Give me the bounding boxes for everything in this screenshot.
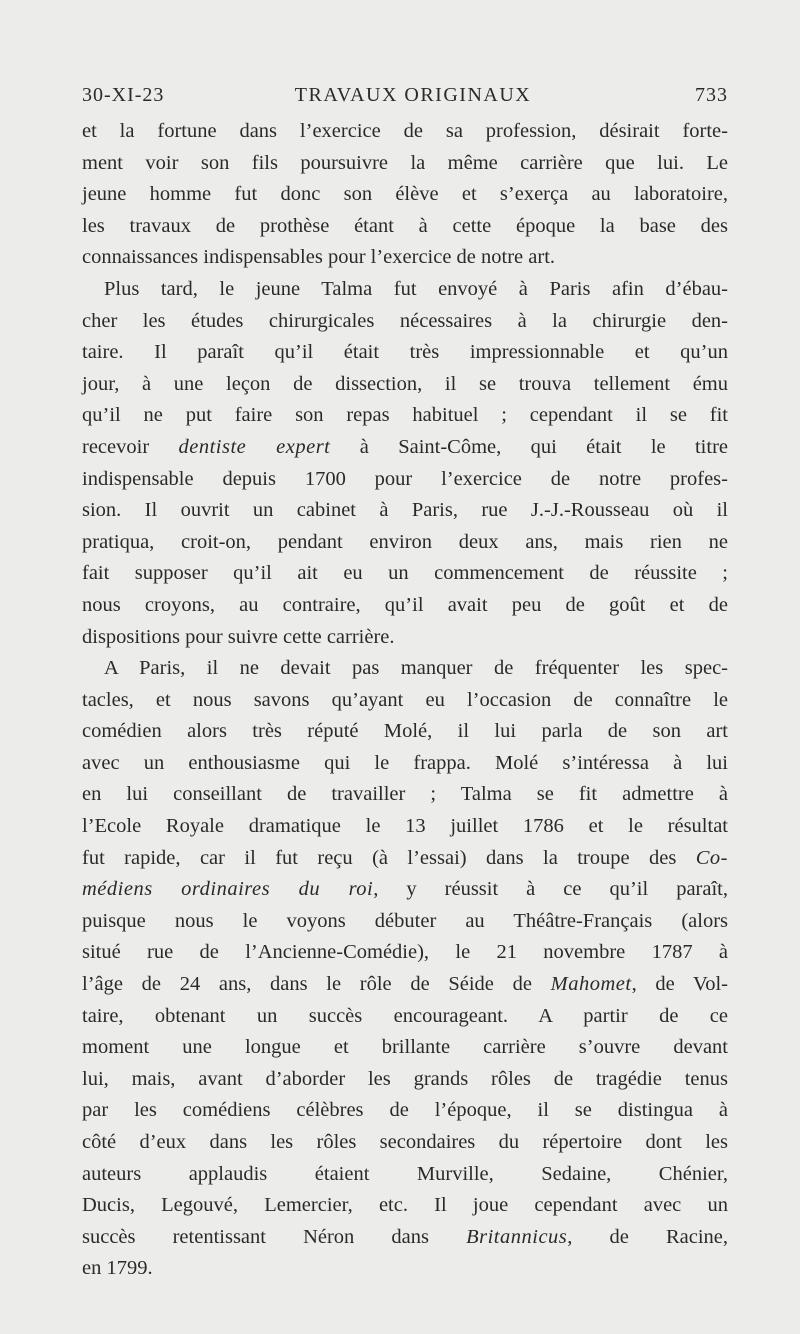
text-segment: comédien alors très réputé Molé, il lui parla de son art bbox=[82, 720, 728, 743]
text-segment: fait supposer qu’il ait eu un commencement de réussite ; bbox=[82, 562, 728, 585]
text-line bbox=[82, 590, 728, 622]
text-line bbox=[82, 748, 728, 780]
text-segment: Ducis, Legouvé, Lemercier, etc. Il joue cependant avec un bbox=[82, 1194, 728, 1217]
italic-text: Britannicus bbox=[466, 1225, 568, 1248]
text-line bbox=[82, 495, 728, 527]
text-segment: lui, mais, avant d’aborder les grands rôles de tragédie tenus bbox=[82, 1067, 728, 1090]
text-line bbox=[82, 1253, 728, 1285]
text-segment: , y réussit à ce qu’il paraît, bbox=[373, 878, 728, 901]
text-line bbox=[82, 1032, 728, 1064]
text-segment: auteurs applaudis étaient Murville, Sedaine, Chénier, bbox=[82, 1162, 728, 1185]
text-line bbox=[82, 242, 728, 274]
text-line bbox=[82, 337, 728, 369]
text-line bbox=[82, 179, 728, 211]
text-segment: les travaux de prothèse étant à cette époque la base des bbox=[82, 214, 728, 237]
text-segment: indispensable depuis 1700 pour l’exercice de notre profes- bbox=[82, 467, 728, 490]
text-segment: qu’il ne put faire son repas habituel ; cependant il se fit bbox=[82, 404, 728, 427]
text-segment: l’âge de 24 ans, dans le rôle de Séide de bbox=[82, 973, 551, 996]
text-line bbox=[82, 874, 728, 906]
text-segment: succès retentissant Néron dans bbox=[82, 1225, 467, 1248]
text-segment: jeune homme fut donc son élève et s’exerça au laboratoire, bbox=[82, 183, 728, 206]
running-head bbox=[82, 84, 728, 116]
text-line bbox=[82, 369, 728, 401]
text-line bbox=[82, 1127, 728, 1159]
text-segment: ment voir son fils poursuivre la même carrière que lui. Le bbox=[82, 151, 728, 174]
text-line bbox=[82, 716, 728, 748]
text-line bbox=[82, 400, 728, 432]
text-segment: fut rapide, car il fut reçu (à l’essai) dans la troupe des bbox=[82, 846, 696, 869]
text-segment: , de Vol- bbox=[631, 973, 728, 996]
body-text bbox=[82, 116, 728, 1285]
text-line bbox=[82, 116, 728, 148]
text-segment: côté d’eux dans les rôles secondaires du répertoire dont les bbox=[82, 1131, 728, 1153]
italic-text: Mahomet bbox=[550, 973, 632, 996]
text-line bbox=[82, 527, 728, 559]
text-line bbox=[82, 937, 728, 969]
text-line bbox=[82, 211, 728, 243]
text-line bbox=[82, 906, 728, 938]
text-line bbox=[82, 1064, 728, 1096]
text-line bbox=[82, 622, 728, 654]
text-segment: taire, obtenant un succès encourageant. A partir de ce bbox=[82, 1004, 728, 1027]
text-segment: taire. Il paraît qu’il était très impressionnable et qu’un bbox=[82, 341, 728, 364]
text-line bbox=[82, 779, 728, 811]
text-line bbox=[82, 653, 728, 685]
text-line bbox=[82, 148, 728, 180]
text-segment: situé rue de l’Ancienne-Comédie), le 21 novembre 1787 à bbox=[82, 941, 728, 964]
text-segment: cher les études chirurgicales nécessaires à la chirurgie den- bbox=[82, 309, 728, 332]
text-segment: moment une longue et brillante carrière s’ouvre devant bbox=[82, 1036, 728, 1059]
text-segment: en lui conseillant de travailler ; Talma se fit admettre à bbox=[82, 783, 728, 806]
italic-text: médiens ordinaires du roi bbox=[82, 878, 374, 901]
text-line bbox=[82, 1095, 728, 1127]
text-segment: recevoir bbox=[82, 435, 179, 458]
text-line bbox=[82, 1159, 728, 1191]
page-number: 733 bbox=[695, 84, 728, 106]
text-line bbox=[82, 843, 728, 875]
text-segment: dispositions pour suivre cette carrière. bbox=[82, 625, 395, 648]
text-segment: , de Racine, bbox=[567, 1225, 729, 1248]
text-segment: jour, à une leçon de dissection, il se trouva tellement ému bbox=[82, 372, 728, 395]
italic-text: dentiste expert bbox=[178, 435, 331, 458]
text-line bbox=[82, 558, 728, 590]
text-segment: l’Ecole Royale dramatique le 13 juillet 1786 et le résultat bbox=[82, 815, 728, 838]
text-segment: à Saint-Côme, qui était le titre bbox=[330, 435, 729, 458]
text-line bbox=[82, 464, 728, 496]
text-segment: par les comédiens célèbres de l’époque, il se distingua à bbox=[82, 1099, 728, 1122]
text-segment: Plus tard, le jeune Talma fut envoyé à Paris afin d’ébau- bbox=[104, 277, 728, 300]
text-segment: pratiqua, croit-on, pendant environ deux ans, mais rien ne bbox=[82, 530, 728, 553]
header-date: 30-XI-23 bbox=[82, 84, 165, 106]
text-segment: A Paris, il ne devait pas manquer de fréquenter les spec- bbox=[104, 657, 728, 680]
text-segment: connaissances indispensables pour l’exercice de notre art. bbox=[82, 246, 556, 269]
text-line bbox=[82, 274, 728, 306]
text-line bbox=[82, 432, 728, 464]
text-line bbox=[82, 1001, 728, 1033]
text-segment: sion. Il ouvrit un cabinet à Paris, rue J.-J.-Rousseau où il bbox=[82, 499, 728, 522]
text-segment: en 1799. bbox=[82, 1257, 153, 1280]
text-segment: avec un enthousiasme qui le frappa. Molé s’intéressa à lui bbox=[82, 751, 728, 774]
text-line bbox=[82, 1222, 728, 1254]
text-segment: tacles, et nous savons qu’ayant eu l’occasion de connaître le bbox=[82, 688, 728, 711]
text-line bbox=[82, 969, 728, 1001]
text-segment: nous croyons, au contraire, qu’il avait peu de goût et de bbox=[82, 593, 728, 616]
text-segment: puisque nous le voyons débuter au Théâtre-Français (alors bbox=[82, 909, 728, 932]
text-line bbox=[82, 306, 728, 338]
text-segment: et la fortune dans l’exercice de sa profession, désirait forte- bbox=[82, 120, 728, 142]
text-line bbox=[82, 811, 728, 843]
italic-text: Co- bbox=[695, 846, 728, 869]
text-line bbox=[82, 1190, 728, 1222]
header-title: TRAVAUX ORIGINAUX bbox=[294, 84, 532, 106]
text-line bbox=[82, 685, 728, 717]
